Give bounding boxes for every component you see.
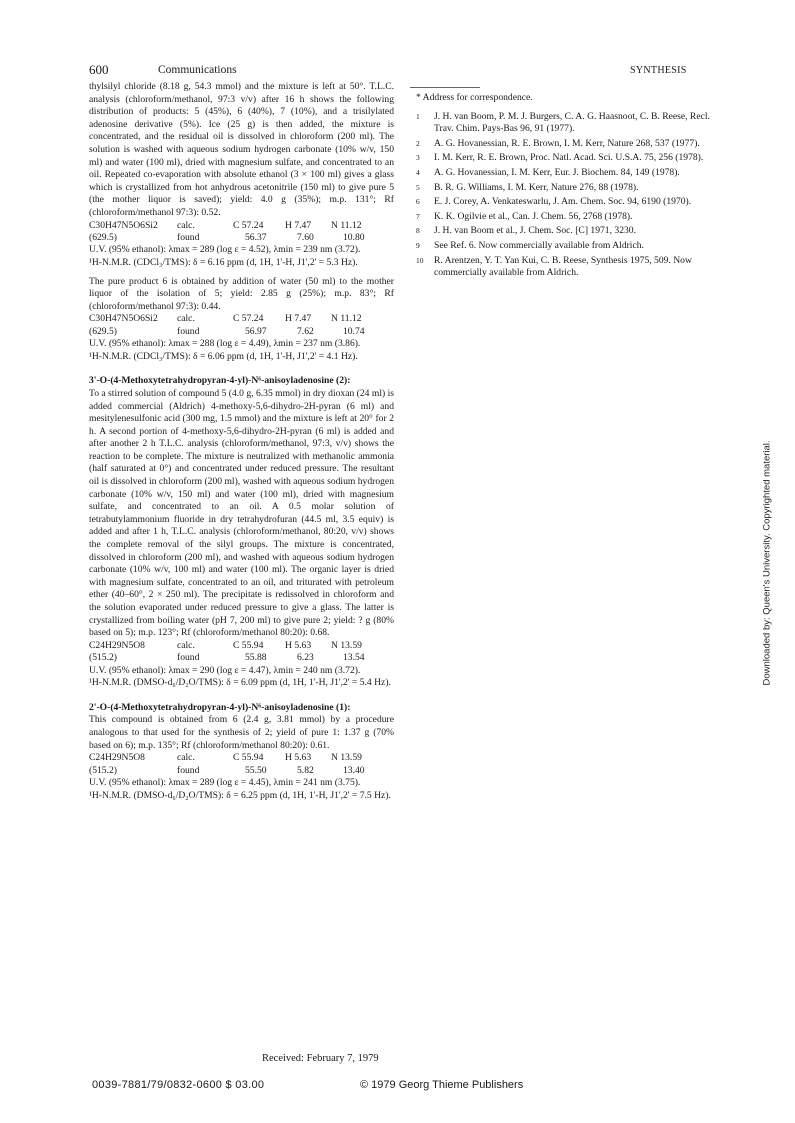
mol-weight: (629.5)	[89, 231, 117, 243]
reference-text: R. Arentzen, Y. T. Yan Kui, C. B. Reese, Synthesis 1975, 509. Now commercially available from Aldrich.	[434, 254, 692, 279]
calc-label: calc.	[177, 219, 195, 231]
calc-label: calc.	[177, 639, 195, 651]
calc-h: H 7.47	[285, 313, 312, 325]
found-label: found	[177, 231, 200, 243]
found-label: found	[177, 652, 200, 664]
reference-item	[410, 211, 715, 224]
found-h: 6.23	[297, 652, 314, 664]
reference-number: 2	[416, 138, 420, 148]
reference-list	[410, 111, 715, 280]
reference-number: 10	[416, 255, 424, 265]
reference-text: See Ref. 6. Now commercially available from Aldrich.	[434, 239, 644, 251]
analysis-table	[89, 752, 394, 777]
paragraph: To a stirred solution of compound 5 (4.0 g, 6.35 mmol) in dry dioxan (24 ml) is added commercial (Aldrich) 4-methoxy-5,6-dihydro-2H-pyran (6 ml) and mesitylenesulfonic acid (300 mg, 1.5 mmol) and the mixture is left at 20° for 2 h. A second portion of 4-methoxy-5,6-dihydro-2H-pyran (6 ml) is added and after another 2 h T.L.C. analysis (chloroform/methanol, 97:3, v/v) shows the reaction to be complete. The mixture is neutralized with methanolic ammonia (half saturated at 0°) and concentrated under reduced pressure. The resultant oil is dissolved in chloroform (200 ml), washed with aqueous sodium hydrogen carbonate (10% w/v, 150 ml) and water (100 ml), dried with magnesium sulfate, and concentrated to an oil. A 0.5 molar solution of tetrabutylammonium fluoride in dry tetrahydrofuran (44.5 ml, 3.5 equiv) is added and after 1 h, T.L.C. analysis (chloroform/methanol, 80:20, v/v) shows the complete removal of the silyl groups. The mixture is concentrated, dissolved in chloroform (200 ml), and washed with aqueous sodium hydrogen carbonate (10% w/v, 100 ml) and water (100 ml). The organic layer is dried with magnesium sulfate, concentrated to an oil, and triturated with petroleum ether (40–60°, 2 × 250 ml). The precipitate is redissolved in chloroform and the solution evaporated under reduced pressure to give a glass. The latter is crystallized from boiling water (pH 7, 200 ml) to give pure 2; yield: ? g (80% based on 5); m.p. 123°; Rf (chloroform/methanol 80:20): 0.68.	[89, 387, 394, 639]
reference-item	[410, 225, 715, 238]
found-label: found	[177, 764, 200, 776]
found-n: 10.74	[343, 325, 365, 337]
reference-text: A. G. Hovanessian, I. M. Kerr, Eur. J. Biochem. 84, 149 (1978).	[434, 166, 680, 178]
reference-item	[410, 152, 715, 165]
found-c: 56.37	[245, 231, 267, 243]
article-code: 0039-7881/79/0832-0600 $ 03.00	[92, 1079, 265, 1091]
reference-text: K. K. Ogilvie et al., Can. J. Chem. 56, 2768 (1978).	[434, 210, 633, 222]
reference-number: 4	[416, 167, 420, 177]
formula: C30H47N5O6Si2	[89, 219, 158, 231]
reference-text: B. R. G. Williams, I. M. Kerr, Nature 276, 88 (1978).	[434, 181, 639, 193]
reference-item	[410, 111, 715, 136]
right-column	[410, 81, 715, 282]
found-c: 55.50	[245, 764, 267, 776]
calc-c: C 57.24	[233, 313, 264, 325]
reference-item	[410, 138, 715, 151]
address-note: * Address for correspondence.	[416, 92, 533, 103]
reference-text: J. H. van Boom et al., J. Chem. Soc. [C] 1971, 3230.	[434, 225, 636, 237]
calc-c: C 57.24	[233, 219, 264, 231]
calc-h: H 5.63	[285, 752, 312, 764]
uv-data: U.V. (95% ethanol): λmax = 289 (log ε = 4.52), λmin = 239 nm (3.72).	[89, 244, 361, 256]
uv-data: U.V. (95% ethanol): λmax = 288 (log ε = 4.49), λmin = 237 nm (3.86).	[89, 338, 361, 350]
reference-item	[410, 240, 715, 253]
mol-weight: (515.2)	[89, 764, 117, 776]
footnote-rule	[410, 87, 480, 88]
calc-n: N 11.12	[331, 219, 362, 231]
mol-weight: (629.5)	[89, 325, 117, 337]
formula: C24H29N5O8	[89, 752, 145, 764]
nmr-data: ¹H-N.M.R. (DMSO-d₆/D₂O/TMS): δ = 6.25 ppm (d, 1H, 1'-H, J1',2' = 7.5 Hz).	[89, 789, 391, 801]
nmr-data: ¹H-N.M.R. (CDCl₃/TMS): δ = 6.06 ppm (d, 1H, 1'-H, J1',2' = 4.1 Hz).	[89, 350, 358, 362]
uv-data: U.V. (95% ethanol): λmax = 290 (log ε = 4.47), λmin = 240 nm (3.72).	[89, 664, 361, 676]
section-title: Communications	[158, 64, 237, 76]
received-date: Received: February 7, 1979	[262, 1053, 379, 1064]
page-number: 600	[89, 62, 109, 77]
found-c: 55.88	[245, 652, 267, 664]
reference-item	[410, 182, 715, 195]
compound-heading: 3'-O-(4-Methoxytetrahydropyran-4-yl)-N⁶-anisoyladenosine (2):	[89, 375, 351, 387]
calc-n: N 13.59	[331, 752, 362, 764]
calc-n: N 11.12	[331, 313, 362, 325]
reference-item	[410, 255, 715, 280]
paragraph: thylsilyl chloride (8.18 g, 54.3 mmol) and the mixture is left at 50°. T.L.C. analysis (chloroform/methanol, 97:3 v/v) after 16 h shows the following distribution of products: 5 (45%), 6 (40%), 7 (10%), and a trisilylated adenosine derivative (5%). Ice (25 g) is then added, the mixture is concentrated, and the residual oil is dissolved in chloroform (200 ml). The solution is washed with aqueous sodium hydrogen carbonate (10% w/v, 150 ml) and water (100 ml), dried with magnesium sulfate, and concentrated to an oil. Repeated co-evaporation with absolute ethanol (3 × 100 ml) gives a glass which is crystallized from hot anhydrous acetonitrile (150 ml) to give pure 5 (the mother liquor is saved); yield: 4.0 g (35%); m.p. 131°; Rf (chloroform/methanol 97:3): 0.52.	[89, 81, 394, 218]
uv-data: U.V. (95% ethanol): λmax = 289 (log ε = 4.45), λmin = 241 nm (3.75).	[89, 776, 361, 788]
reference-number: 9	[416, 240, 420, 250]
reference-text: E. J. Corey, A. Venkateswarlu, J. Am. Chem. Soc. 94, 6190 (1970).	[434, 196, 692, 208]
reference-text: A. G. Hovanessian, R. E. Brown, I. M. Kerr, Nature 268, 537 (1977).	[434, 137, 700, 149]
left-column	[89, 81, 394, 802]
found-n: 13.40	[343, 764, 365, 776]
found-h: 7.60	[297, 231, 314, 243]
journal-name: SYNTHESIS	[630, 65, 687, 76]
reference-item	[410, 167, 715, 180]
calc-c: C 55.94	[233, 639, 264, 651]
found-label: found	[177, 325, 200, 337]
found-h: 7.62	[297, 325, 314, 337]
reference-number: 3	[416, 153, 420, 163]
calc-h: H 7.47	[285, 219, 312, 231]
compound-heading: 2'-O-(4-Methoxytetrahydropyran-4-yl)-N⁶-anisoyladenosine (1):	[89, 701, 351, 713]
calc-h: H 5.63	[285, 639, 312, 651]
paragraph: The pure product 6 is obtained by addition of water (50 ml) to the mother liquor of the isolation of 5; yield: 2.85 g (25%); m.p. 83°; Rf (chloroform/methanol 97:3): 0.44.	[89, 275, 394, 312]
download-sidebar	[757, 420, 777, 690]
reference-item	[410, 196, 715, 209]
reference-number: 6	[416, 197, 420, 207]
reference-text: J. H. van Boom, P. M. J. Burgers, C. A. G. Haasnoot, C. B. Reese, Recl. Trav. Chim. Pays-Bas 96, 91 (1977).	[434, 110, 710, 135]
formula: C30H47N5O6Si2	[89, 313, 158, 325]
found-c: 56.97	[245, 325, 267, 337]
reference-number: 5	[416, 182, 420, 192]
calc-n: N 13.59	[331, 639, 362, 651]
calc-c: C 55.94	[233, 752, 264, 764]
paragraph: This compound is obtained from 6 (2.4 g, 3.81 mmol) by a procedure analogous to that used for the synthesis of 2; yield of pure 1: 1.37 g (70% based on 6); m.p. 135°; Rf (chloroform/methanol 80:20): 0.61.	[89, 714, 394, 751]
analysis-table	[89, 220, 394, 245]
calc-label: calc.	[177, 752, 195, 764]
formula: C24H29N5O8	[89, 639, 145, 651]
copyright: © 1979 Georg Thieme Publishers	[360, 1079, 524, 1091]
found-h: 5.82	[297, 764, 314, 776]
reference-text: I. M. Kerr, R. E. Brown, Proc. Natl. Acad. Sci. U.S.A. 75, 256 (1978).	[434, 152, 704, 164]
analysis-table	[89, 640, 394, 665]
calc-label: calc.	[177, 313, 195, 325]
found-n: 13.54	[343, 652, 365, 664]
mol-weight: (515.2)	[89, 652, 117, 664]
analysis-table	[89, 313, 394, 338]
reference-number: 1	[416, 111, 420, 121]
nmr-data: ¹H-N.M.R. (DMSO-d₆/D₂O/TMS): δ = 6.09 ppm (d, 1H, 1'-H, J1',2' = 5.4 Hz).	[89, 677, 391, 689]
reference-number: 7	[416, 211, 420, 221]
reference-number: 8	[416, 226, 420, 236]
found-n: 10.80	[343, 231, 365, 243]
nmr-data: ¹H-N.M.R. (CDCl₃/TMS): δ = 6.16 ppm (d, 1H, 1'-H, J1',2' = 5.3 Hz).	[89, 256, 358, 268]
download-notice: Downloaded by: Queen's University. Copyrighted material.	[761, 440, 773, 686]
